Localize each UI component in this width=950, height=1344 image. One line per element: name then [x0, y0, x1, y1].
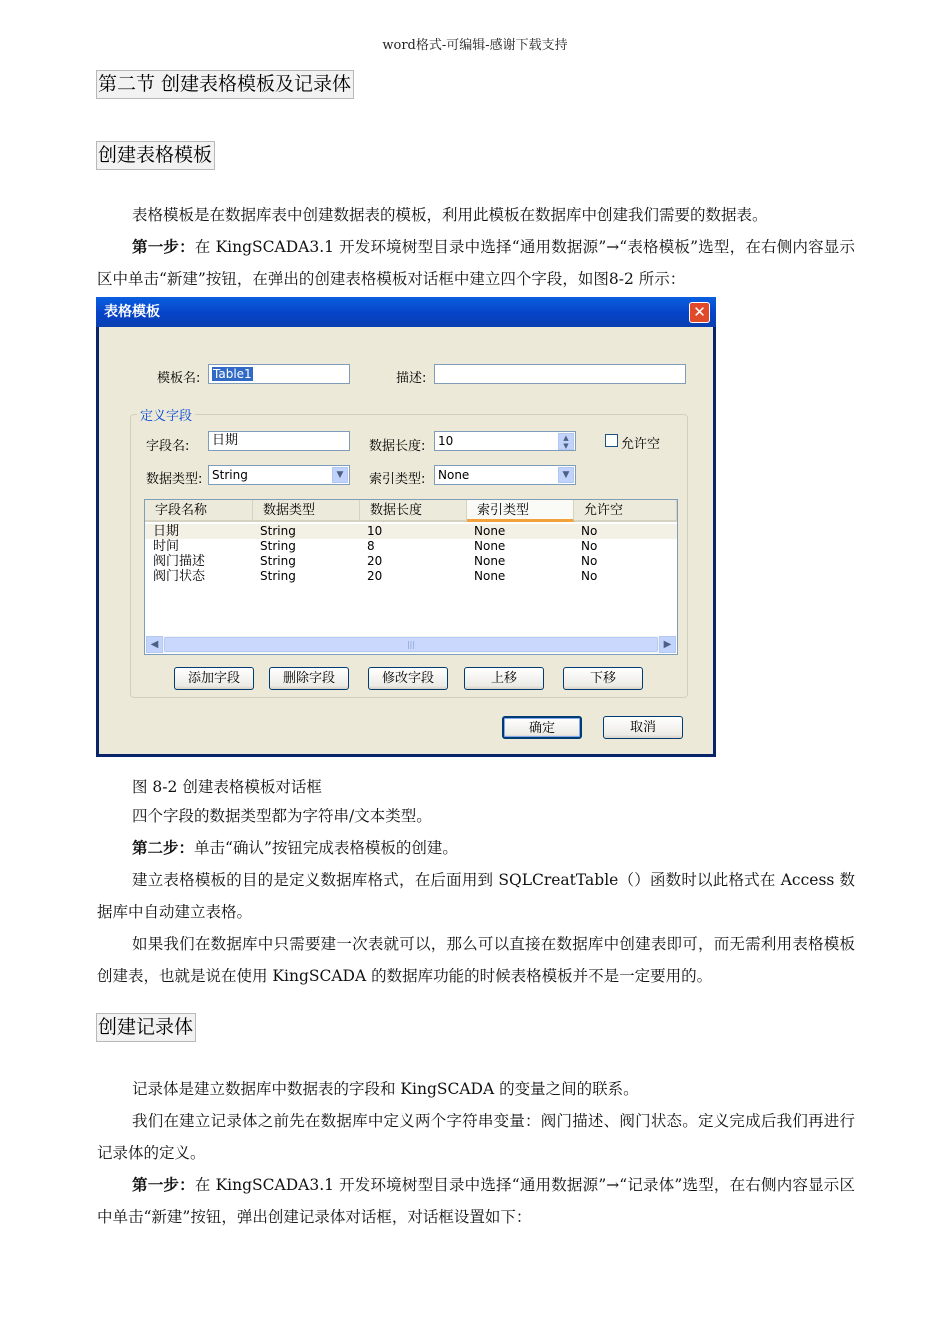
template-name-input[interactable]	[208, 364, 350, 384]
step-text: 单击“确认”按钮完成表格模板的创建。	[194, 839, 458, 857]
data-length-stepper[interactable]	[434, 431, 576, 451]
data-type-value: String	[212, 468, 248, 482]
table-template-dialog	[96, 297, 716, 757]
chevron-down-icon[interactable]: ▼	[332, 467, 348, 483]
fields-list[interactable]	[144, 499, 678, 655]
chevron-down-icon[interactable]: ▼	[558, 467, 574, 483]
step-label: 第一步：	[132, 1175, 195, 1194]
description-label: 描述:	[396, 371, 427, 386]
paragraph-intro: 表格模板是在数据库表中创建数据表的模板，利用此模板在数据库中创建我们需要的数据表。	[132, 206, 768, 224]
index-type-label: 索引类型:	[369, 472, 426, 487]
table-row[interactable]	[145, 539, 677, 554]
allow-null-checkbox[interactable]	[605, 434, 618, 447]
add-field-button[interactable]: 添加字段	[174, 667, 254, 690]
step-text: 在 KingSCADA3.1 开发环境树型目录中选择“通用数据源”→“表格模板”选型，在右侧内容显示区中单击“新建”按钮，在弹出的创建表格模板对话框中建立四个字段，如图8-2 所示：	[97, 238, 855, 288]
cell-data-type: String	[260, 569, 296, 583]
table-row[interactable]	[145, 554, 677, 569]
scroll-left-icon[interactable]: ◀	[146, 636, 163, 653]
paragraph-record-vars: 我们在建立记录体之前先在数据库中定义两个字符串变量：阀门描述、阀门状态。定义完成后我们再进行记录体的定义。	[97, 1112, 855, 1162]
description-input[interactable]	[434, 364, 686, 384]
section-title: 第二节 创建表格模板及记录体	[96, 70, 354, 99]
subsection-title-record-body: 创建记录体	[96, 1013, 196, 1042]
cell-data-length: 20	[367, 554, 383, 568]
cell-allow-null: No	[581, 554, 598, 568]
cell-allow-null: No	[581, 524, 598, 538]
cell-index-type: None	[474, 554, 506, 568]
scrollbar-thumb[interactable]: |||	[164, 637, 658, 652]
ok-button[interactable]: 确定	[502, 716, 582, 739]
delete-field-button[interactable]: 删除字段	[269, 667, 349, 690]
figure-caption: 图 8-2 创建表格模板对话框	[132, 778, 322, 796]
cell-data-length: 10	[367, 524, 383, 538]
step-text: 在 KingSCADA3.1 开发环境树型目录中选择“通用数据源”→“记录体”选型，在右侧内容显示区中单击“新建”按钮，弹出创建记录体对话框，对话框设置如下：	[97, 1176, 855, 1226]
field-name-input[interactable]: 日期	[208, 431, 350, 451]
data-length-label: 数据长度:	[369, 439, 426, 454]
cell-data-length: 20	[367, 569, 383, 583]
move-down-button[interactable]: 下移	[563, 667, 643, 690]
column-header[interactable]: 允许空	[574, 500, 677, 522]
cell-data-length: 8	[367, 539, 375, 553]
close-icon[interactable]: ✕	[689, 302, 710, 323]
paragraph-purpose: 建立表格模板的目的是定义数据库格式，在后面用到 SQLCreatTable（）函数时以此格式在 Access 数据库中自动建立表格。	[97, 871, 855, 921]
data-length-value: 10	[438, 434, 454, 448]
cancel-button[interactable]: 取消	[603, 716, 683, 739]
cell-data-type: String	[260, 554, 296, 568]
data-type-select[interactable]	[208, 465, 350, 485]
paragraph-record-intro: 记录体是建立数据库中数据表的字段和 KingSCADA 的变量之间的联系。	[132, 1080, 639, 1098]
horizontal-scrollbar[interactable]	[146, 636, 676, 653]
index-type-value: None	[438, 468, 470, 482]
page-header: word格式-可编辑-感谢下载支持	[382, 38, 568, 53]
paragraph-record-step1	[97, 1169, 855, 1233]
data-type-label: 数据类型:	[146, 472, 203, 487]
subsection-title-table-template: 创建表格模板	[96, 141, 215, 170]
column-header-sorted[interactable]: 索引类型	[467, 500, 574, 522]
cell-field-name: 阀门状态	[153, 569, 206, 584]
paragraph-optional: 如果我们在数据库中只需要建一次表就可以，那么可以直接在数据库中创建表即可，而无需利用表格模板创建表，也就是说在使用 KingSCADA 的数据库功能的时候表格模板并不是一定要用的。	[97, 935, 855, 985]
move-up-button[interactable]: 上移	[464, 667, 544, 690]
paragraph-step1	[97, 231, 855, 295]
cell-index-type: None	[474, 524, 506, 538]
template-name-label: 模板名:	[157, 371, 201, 386]
cell-field-name: 日期	[153, 524, 180, 539]
dialog-title-bar	[96, 297, 716, 327]
field-name-label: 字段名:	[146, 439, 190, 454]
table-row[interactable]	[145, 524, 677, 539]
define-fields-title: 定义字段	[137, 405, 195, 424]
cell-data-type: String	[260, 524, 296, 538]
step-label: 第二步：	[132, 838, 195, 857]
step-label: 第一步：	[132, 237, 195, 256]
paragraph-step2	[97, 832, 855, 864]
paragraph-field-types: 四个字段的数据类型都为字符串/文本类型。	[132, 807, 432, 825]
index-type-select[interactable]	[434, 465, 576, 485]
cell-allow-null: No	[581, 569, 598, 583]
column-header[interactable]: 数据长度	[360, 500, 467, 522]
cell-index-type: None	[474, 539, 506, 553]
cell-field-name: 阀门描述	[153, 554, 206, 569]
cell-data-type: String	[260, 539, 296, 553]
column-header[interactable]: 数据类型	[253, 500, 360, 522]
column-header[interactable]: 字段名称	[145, 500, 253, 522]
scroll-right-icon[interactable]: ▶	[659, 636, 676, 653]
table-row[interactable]	[145, 569, 677, 584]
modify-field-button[interactable]: 修改字段	[368, 667, 448, 690]
dialog-title: 表格模板	[104, 304, 160, 320]
cell-allow-null: No	[581, 539, 598, 553]
template-name-value: Table1	[213, 367, 252, 381]
allow-null-label: 允许空	[621, 437, 661, 452]
stepper-arrows-icon[interactable]: ▲ ▼	[558, 433, 574, 450]
cell-index-type: None	[474, 569, 506, 583]
cell-field-name: 时间	[153, 539, 180, 554]
